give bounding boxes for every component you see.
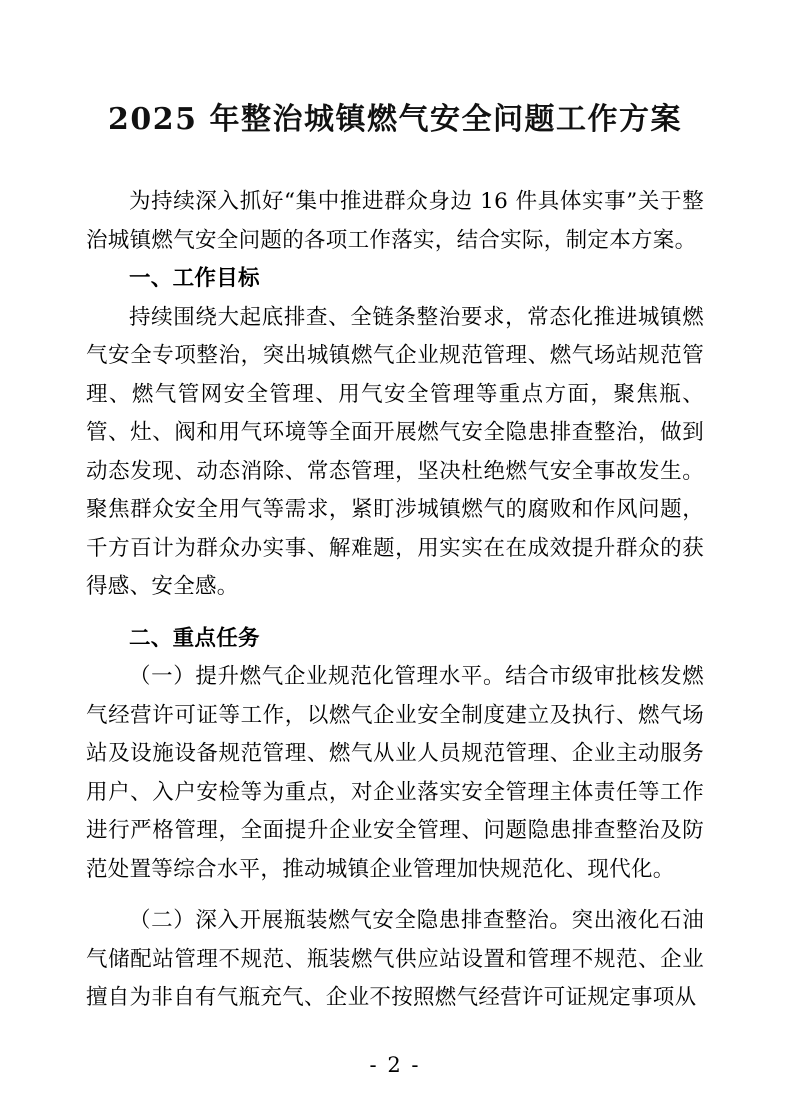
paragraph-intro: 为持续深入抓好“集中推进群众身边 16 件具体实事”关于整治城镇燃气安全问题的各项工作落实，结合实际，制定本方案。	[86, 189, 704, 253]
page-footer: - 2 -	[369, 1053, 421, 1077]
paragraph-item-1: （一）提升燃气企业规范化管理水平。结合市级审批核发燃气经营许可证等工作，以燃气企业安全制度建立及执行、燃气场站及设施设备规范管理、燃气从业人员规范管理、企业主动服务用户、入户安检等为重点，对企业落实安全管理主体责任等工作进行严格管理，全面提升企业安全管理、问题隐患排查整治及防范处置等综合水平，推动城镇企业管理加快规范化、现代化。	[86, 664, 704, 882]
paragraph-spacer-2	[86, 889, 704, 902]
document-body	[86, 0, 704, 1018]
paragraph-section-1-body: 持续围绕大起底排查、全链条整治要求，常态化推进城镇燃气安全专项整治，突出城镇燃气企业规范管理、燃气场站规范管理、燃气管网安全管理、用气安全管理等重点方面，聚焦瓶、管、灶、阀和用气环境等全面开展燃气安全隐患排查整治，做到动态发现、动态消除、常态管理，坚决杜绝燃气安全事故发生。聚焦群众安全用气等需求，紧盯涉城镇燃气的腐败和作风问题，千方百计为群众办实事、解难题，用实实在在成效提升群众的获得感、安全感。	[86, 304, 704, 599]
paragraph-item-2: （二）深入开展瓶装燃气安全隐患排查整治。突出液化石油气储配站管理不规范、瓶装燃气供应站设置和管理不规范、企业擅自为非自有气瓶充气、企业不按照燃气经营许可证规定事项从	[86, 908, 704, 1010]
paragraph-spacer-1	[86, 607, 704, 620]
title-spacer	[86, 139, 704, 183]
page-title: 2025 年整治城镇燃气安全问题工作方案	[108, 102, 682, 137]
section-heading-1: 一、工作目标	[129, 266, 260, 291]
section-heading-2: 二、重点任务	[129, 625, 260, 651]
